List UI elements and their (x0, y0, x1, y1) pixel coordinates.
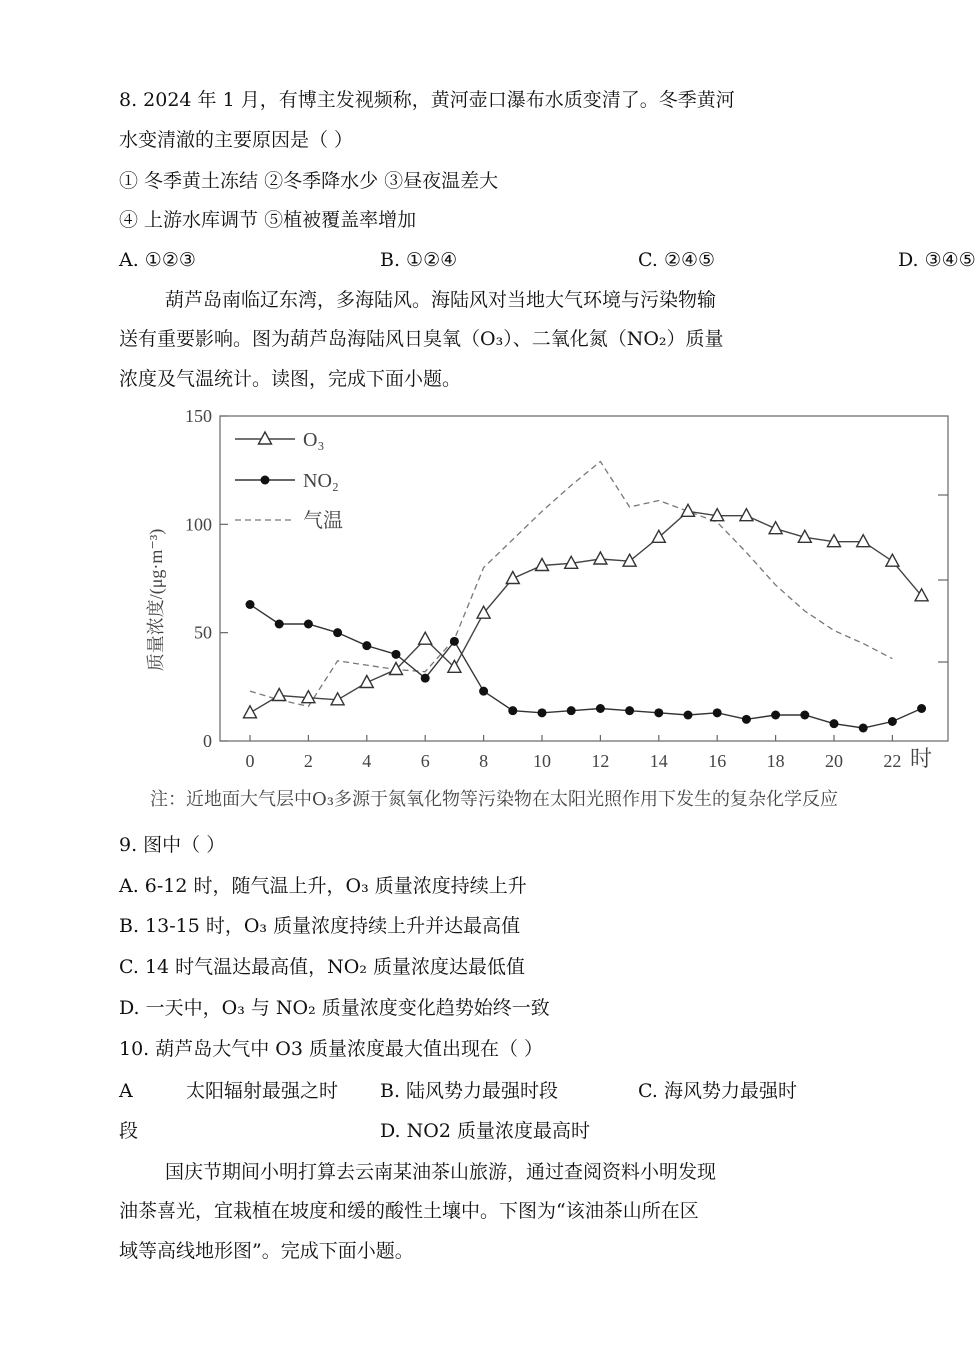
no2-point (538, 708, 547, 717)
passage2-line3: 域等高线地形图”。完成下面小题。 (119, 1240, 414, 1262)
no2-point (246, 600, 255, 609)
q8-stem-line2: 水变清澈的主要原因是（ ） (119, 129, 354, 151)
x-tick-label: 0 (245, 751, 255, 771)
x-tick-label: 12 (591, 751, 610, 771)
o3-point (273, 689, 286, 701)
no2-point (304, 620, 313, 629)
o3-point (360, 676, 373, 688)
q8-option-a: A. ①②③ (119, 249, 196, 271)
x-tick-label: 2 (303, 751, 313, 771)
temp-line (250, 462, 892, 707)
y-tick-label: 150 (185, 406, 212, 426)
no2-point (596, 704, 605, 713)
legend-no2-label: NO₂ (303, 470, 339, 492)
q8-option-d: D. ③④⑤ (898, 249, 976, 271)
q8-items-line1: ① 冬季黄土冻结 ②冬季降水少 ③昼夜温差大 (119, 170, 499, 192)
no2-point (450, 637, 459, 646)
x-tick-label: 8 (479, 751, 489, 771)
passage1-line3: 浓度及气温统计。读图，完成下面小题。 (119, 368, 462, 390)
q10-stem: 10. 葫芦岛大气中 O3 质量浓度最大值出现在（ ） (119, 1038, 544, 1060)
q9-option-a: A. 6-12 时，随气温上升，O₃ 质量浓度持续上升 (119, 875, 527, 897)
no2-point (713, 708, 722, 717)
x-tick-label: 22 (883, 751, 902, 771)
q9-option-b: B. 13-15 时，O₃ 质量浓度持续上升并达最高值 (119, 915, 521, 937)
o3-point (769, 522, 782, 534)
o3-point (419, 632, 432, 644)
y-tick-label: 50 (194, 622, 212, 643)
o3-point (594, 552, 607, 564)
no2-point (830, 719, 839, 728)
passage2-line1: 国庆节期间小明打算去云南某油茶山旅游，通过查阅资料小明发现 (165, 1161, 717, 1183)
x-tick-label: 18 (766, 751, 785, 771)
x-tick-label: 16 (708, 751, 727, 771)
q9-option-d: D. 一天中，O₃ 与 NO₂ 质量浓度变化趋势始终一致 (119, 997, 550, 1019)
chart-note: 注：近地面大气层中O₃多源于氮氧化物等污染物在太阳光照作用下发生的复杂化学反应 (150, 789, 838, 810)
q9-option-c: C. 14 时气温达最高值，NO₂ 质量浓度达最低值 (119, 956, 526, 978)
o3-point (244, 706, 257, 718)
passage1-line1: 葫芦岛南临辽东湾，多海陆风。海陆风对当地大气环境与污染物输 (165, 289, 717, 311)
q8-stem-line1: 8. 2024 年 1 月，有博主发视频称，黄河壶口瀑布水质变清了。冬季黄河 (119, 89, 735, 111)
no2-point (859, 724, 868, 733)
no2-point (800, 711, 809, 720)
no2-point (625, 706, 634, 715)
q8-option-c: C. ②④⑤ (638, 249, 716, 271)
legend-o3-label: O₃ (303, 429, 325, 451)
pollutant-chart (140, 400, 950, 780)
o3-point (857, 535, 870, 547)
no2-point (508, 706, 517, 715)
q10-option-d: D. NO2 质量浓度最高时 (380, 1120, 590, 1142)
passage2-line2: 油茶喜光，宜栽植在坡度和缓的酸性土壤中。下图为“该油茶山所在区 (119, 1200, 699, 1222)
no2-point (742, 715, 751, 724)
y-axis-label: 质量浓度/(μg·m⁻³) (146, 528, 166, 672)
no2-point (888, 717, 897, 726)
o3-point (652, 530, 665, 542)
o3-point (886, 554, 899, 566)
plot-frame (220, 416, 948, 741)
q10-option-a-letter: A (119, 1080, 133, 1102)
passage1-line2: 送有重要影响。图为葫芦岛海陆风日臭氧（O₃）、二氧化氮（NO₂）质量 (119, 328, 724, 350)
x-tick-label: 4 (362, 751, 372, 771)
no2-point (275, 620, 284, 629)
no2-point (917, 704, 926, 713)
no2-point (392, 650, 401, 659)
no2-line (250, 605, 922, 729)
no2-point (479, 687, 488, 696)
no2-point (654, 708, 663, 717)
no2-point (421, 674, 430, 683)
q9-stem: 9. 图中（ ） (119, 834, 226, 856)
q10-option-c: C. 海风势力最强时 (638, 1080, 797, 1102)
q8-items-line2: ④ 上游水库调节 ⑤植被覆盖率增加 (119, 209, 417, 231)
no2-point (684, 711, 693, 720)
o3-line (250, 511, 922, 713)
legend-temp-label: 气温 (303, 510, 343, 532)
o3-point (506, 572, 519, 584)
no2-point (567, 706, 576, 715)
q8-option-b: B. ①②④ (380, 249, 458, 271)
legend-no2-symbol (261, 476, 270, 485)
o3-point (740, 509, 753, 521)
x-tick-label: 20 (825, 751, 843, 771)
x-tick-label: 6 (420, 751, 430, 771)
y-tick-label: 0 (203, 731, 212, 751)
x-tick-label: 10 (533, 751, 551, 771)
x-tick-label: 14 (649, 751, 668, 771)
q10-option-b: B. 陆风势力最强时段 (380, 1080, 559, 1102)
no2-point (333, 628, 342, 637)
q10-option-a-text: 太阳辐射最强之时 (186, 1080, 339, 1102)
x-axis-label: 时 (909, 746, 933, 771)
no2-point (362, 641, 371, 650)
legend-o3-symbol (259, 432, 272, 444)
q10-option-c-cont: 段 (119, 1120, 139, 1142)
y-tick-label: 100 (185, 514, 212, 535)
no2-point (771, 711, 780, 720)
